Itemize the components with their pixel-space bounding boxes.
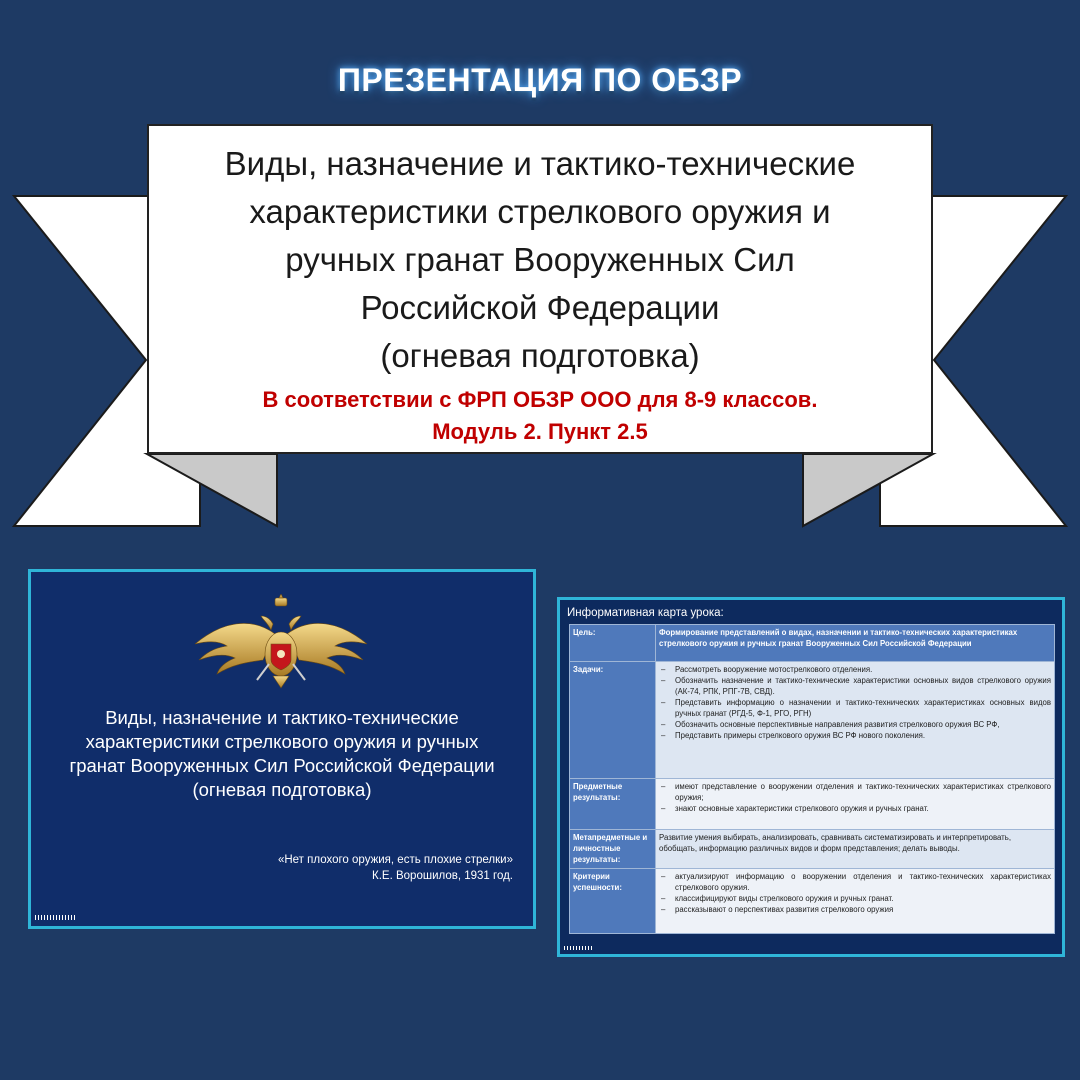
table-row bbox=[570, 625, 1055, 662]
curriculum-note bbox=[149, 384, 931, 448]
list-item: – Обозначить назначение и тактико-технические характеристики основных видов стрелкового оружия (АК-74, РПК, РПГ-7В, СВД). bbox=[659, 675, 1051, 697]
list-item: – Представить информацию о назначении и тактико-технических характеристиках основных видов ручных гранат (РГД-5, Ф-1, РГО, РГН) bbox=[659, 697, 1051, 719]
slide-quote bbox=[278, 852, 513, 884]
quote-author: К.Е. Ворошилов, 1931 год. bbox=[372, 870, 513, 882]
lesson-card-caption: Информативная карта урока: bbox=[567, 607, 724, 619]
table-row bbox=[570, 830, 1055, 869]
slide-title bbox=[31, 706, 533, 802]
row-label: Цель: bbox=[570, 625, 656, 662]
list-item: – Представить примеры стрелкового оружия ВС РФ нового поколения. bbox=[659, 730, 1051, 741]
main-title bbox=[149, 140, 931, 380]
curriculum-note-line: В соответствии с ФРП ОБЗР ООО для 8-9 классов. bbox=[262, 387, 818, 412]
row-label: Предметные результаты: bbox=[570, 779, 656, 830]
main-title-line: Российской Федерации bbox=[360, 289, 720, 326]
curriculum-note-line: Модуль 2. Пункт 2.5 bbox=[432, 419, 648, 444]
list-item: – знают основные характеристики стрелкового оружия и ручных гранат. bbox=[659, 803, 1051, 814]
list-item: – классифицируют виды стрелкового оружия и ручных гранат. bbox=[659, 893, 1051, 904]
row-content bbox=[656, 662, 1055, 779]
quote-text: «Нет плохого оружия, есть плохие стрелки» bbox=[277, 854, 513, 866]
slide-title-line: гранат Вооруженных Сил Российской Федерации bbox=[69, 755, 495, 776]
row-label: Критерии успешности: bbox=[570, 869, 656, 934]
main-title-line: (огневая подготовка) bbox=[380, 337, 700, 374]
row-content: Формирование представлений о видах, назначении и тактико-технических характеристиках стрелкового оружия и ручных гранат Вооруженных Сил Российской Федерации bbox=[656, 625, 1055, 662]
row-label: Метапредметные и личностные результаты: bbox=[570, 830, 656, 869]
main-title-line: ручных гранат Вооруженных Сил bbox=[285, 241, 795, 278]
double-headed-eagle-emblem-icon bbox=[191, 594, 371, 690]
slide-title-line: характеристики стрелкового оружия и ручных bbox=[85, 731, 479, 752]
slide-preview-title[interactable] bbox=[28, 569, 536, 929]
table-row bbox=[570, 662, 1055, 779]
row-content: Развитие умения выбирать, анализировать, сравнивать систематизировать и интерпретировать, обобщать, информацию различных видов и форм представления; делать выводы. bbox=[656, 830, 1055, 869]
slide-title-line: (огневая подготовка) bbox=[192, 779, 372, 800]
table-row bbox=[570, 869, 1055, 934]
row-content bbox=[656, 869, 1055, 934]
row-content bbox=[656, 779, 1055, 830]
slide-preview-lesson-card[interactable] bbox=[557, 597, 1065, 957]
list-item: – актуализируют информацию о вооружении отделения и тактико-технических характеристиках стрелкового оружия. bbox=[659, 871, 1051, 893]
list-item: – имеют представление о вооружении отделения и тактико-технических характеристиках стрелкового оружия; bbox=[659, 781, 1051, 803]
list-item: – рассказывают о перспективах развития стрелкового оружия bbox=[659, 904, 1051, 915]
title-card bbox=[147, 124, 933, 454]
list-item: – Обозначить основные перспективные направления развития стрелкового оружия ВС РФ, bbox=[659, 719, 1051, 730]
lesson-card-table bbox=[569, 624, 1055, 934]
main-title-line: характеристики стрелкового оружия и bbox=[249, 193, 831, 230]
slide-title-line: Виды, назначение и тактико-технические bbox=[105, 707, 459, 728]
table-row bbox=[570, 779, 1055, 830]
list-item: – Рассмотреть вооружение мотострелкового отделения. bbox=[659, 664, 1051, 675]
presentation-heading: ПРЕЗЕНТАЦИЯ ПО ОБЗР bbox=[337, 62, 743, 98]
slide-barcode bbox=[564, 946, 592, 950]
slide-barcode bbox=[35, 915, 77, 920]
row-label: Задачи: bbox=[570, 662, 656, 779]
main-title-line: Виды, назначение и тактико-технические bbox=[224, 145, 856, 182]
